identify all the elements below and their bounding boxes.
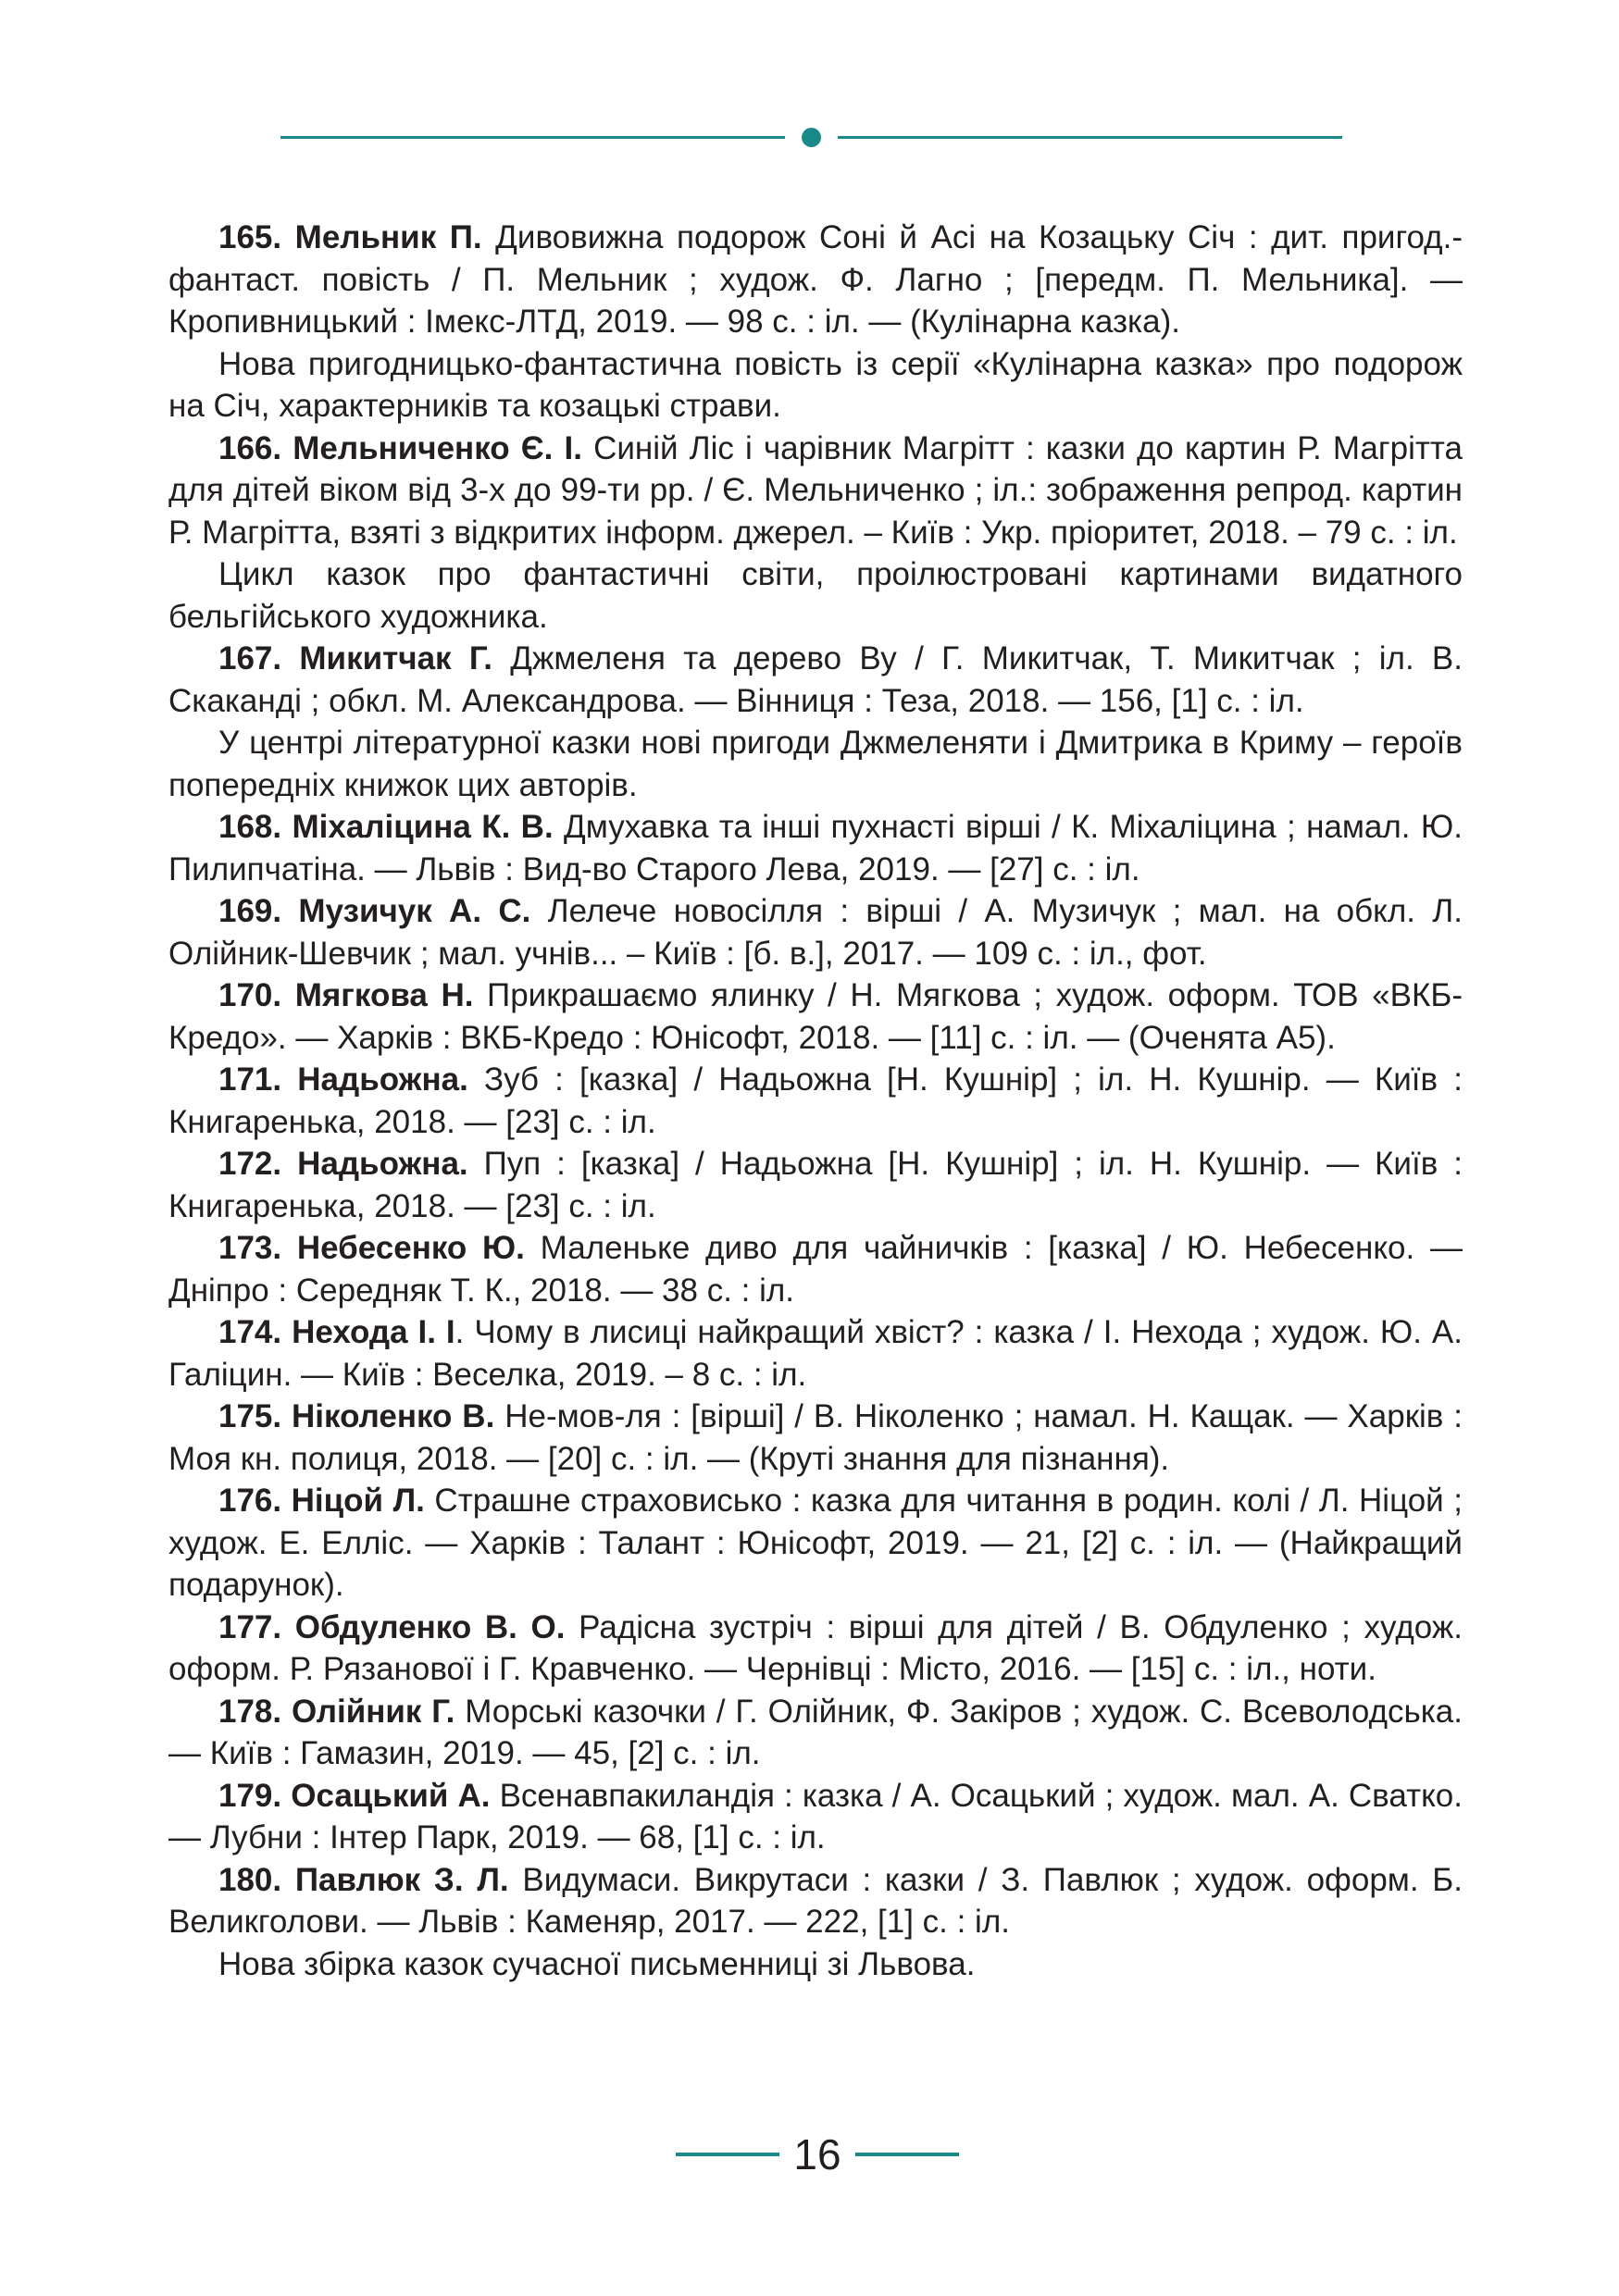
entry-number: 171. <box>218 1061 282 1098</box>
bibliography-entry <box>168 1227 1463 1311</box>
bibliography-list <box>168 217 1463 1985</box>
entry-annotation: Нова пригодницько-фантастична повість із серії «Кулінарна казка» про подорож на Січ, характерників та козацькі страви. <box>168 345 1463 424</box>
bibliography-entry <box>168 1311 1463 1396</box>
ornament-line-right <box>838 136 1342 139</box>
entry-description: Синій Ліс і чарівник Магрітт : казки до картин Р. Магрітта для дітей віком від 3-х до 99-ти рр. / Є. Мельниченко ; іл.: зображення репрод. картин Р. Магрітта, взяті з відкритих інформ. джерел. – Київ : Укр. пріоритет, 2018. – 79 с. : іл. <box>168 429 1463 551</box>
entry-number: 166. <box>218 429 282 466</box>
entry-author: Микитчак Г. <box>299 640 493 676</box>
entry-author: Музичук А. С. <box>298 893 531 929</box>
bibliography-entry <box>168 1396 1463 1480</box>
entry-number: 174. <box>218 1314 282 1350</box>
entry-description: . Чому в лисиці найкращий хвіст? : казка / І. Нехода ; худож. Ю. А. Галіцин. — Київ : Веселка, 2019. – 8 с. : іл. <box>168 1314 1463 1393</box>
entry-description: Дмухавка та інші пухнасті вірші / К. Міхаліцина ; намал. Ю. Пилипчатіна. — Львів : Вид-во Старого Лева, 2019. — [27] с. : іл. <box>168 809 1463 887</box>
entry-annotation: У центрі літературної казки нові пригоди Джмеленяти і Дмитрика в Криму – героїв попередніх книжок цих авторів. <box>168 725 1463 803</box>
entry-author: Ніцой Л. <box>291 1483 425 1519</box>
entry-description: Не-мов-ля : [вірші] / В. Ніколенко ; намал. Н. Кащак. — Харків : Моя кн. полиця, 2018. — [20] с. : іл. — (Круті знання для пізнання). <box>168 1398 1463 1477</box>
ornament-dot <box>802 128 821 147</box>
entry-description: Морські казочки / Г. Олійник, Ф. Закіров ; худож. С. Всеволодська. — Київ : Гамазин, 2019. — 45, [2] с. : іл. <box>168 1693 1463 1771</box>
entry-author: Міхаліцина К. В. <box>292 809 554 845</box>
entry-number: 168. <box>218 809 282 845</box>
entry-number: 175. <box>218 1398 282 1434</box>
entry-author: Нехода І. І <box>292 1314 455 1350</box>
top-ornament <box>280 126 1342 148</box>
bibliography-entry <box>168 1859 1463 1943</box>
bibliography-entry <box>168 1059 1463 1143</box>
bibliography-entry <box>168 890 1463 974</box>
bibliography-entry <box>168 806 1463 890</box>
entry-author: Олійник Г. <box>291 1693 455 1730</box>
entry-description: Маленьке диво для чайничків : [казка] / Ю. Небесенко. — Дніпро : Середняк Т. К., 2018. — 38 с. : іл. <box>168 1230 1463 1309</box>
page-footer <box>0 2127 1619 2182</box>
entry-author: Мягкова Н. <box>294 977 474 1013</box>
entry-annotation: Нова збірка казок сучасної письменниці зі Львова. <box>218 1945 976 1982</box>
entry-author: Мельник П. <box>294 219 482 255</box>
entry-number: 178. <box>218 1693 282 1730</box>
entry-author: Мельниченко Є. І. <box>293 429 582 466</box>
bibliography-entry <box>168 1691 1463 1775</box>
bibliography-entry <box>168 1607 1463 1691</box>
entry-description: Всенавпакиландія : казка / А. Осацький ; худож. мал. А. Сватко. — Лубни : Інтер Парк, 2019. — 68, [1] с. : іл. <box>168 1777 1463 1855</box>
entry-number: 180. <box>218 1861 282 1898</box>
entry-number: 172. <box>218 1146 282 1182</box>
entry-author: Надьожна. <box>297 1061 468 1098</box>
entry-description: Страшне страховисько : казка для читання в родин. колі / Л. Ніцой ; худож. Е. Елліс. — Харків : Талант : Юнісофт, 2019. — 21, [2] с. : іл. — (Найкращий подарунок). <box>168 1483 1463 1603</box>
bibliography-entry <box>168 638 1463 722</box>
bibliography-entry <box>168 428 1463 554</box>
entry-description: Джмеленя та дерево Ву / Г. Микитчак, Т. Микитчак ; іл. В. Скаканді ; обкл. М. Александрова. — Вінниця : Теза, 2018. — 156, [1] с. : іл. <box>168 640 1463 719</box>
entry-author: Обдуленко В. О. <box>294 1608 566 1645</box>
bibliography-entry <box>168 1480 1463 1607</box>
entry-number: 173. <box>218 1230 282 1266</box>
entry-author: Надьожна. <box>297 1146 468 1182</box>
entry-description: Пуп : [казка] / Надьожна [Н. Кушнір] ; іл. Н. Кушнір. — Київ : Книгаренька, 2018. — [23] с. : іл. <box>168 1146 1463 1224</box>
entry-description: Лелече новосілля : вірші / А. Музичук ; мал. на обкл. Л. Олійник-Шевчик ; мал. учнів... – Київ : [б. в.], 2017. — 109 с. : іл., фот. <box>168 893 1463 972</box>
entry-number: 179. <box>218 1777 282 1814</box>
bibliography-entry <box>168 974 1463 1059</box>
entry-description: Прикрашаємо ялинку / Н. Мягкова ; худож. оформ. ТОВ «ВКБ-Кредо». — Харків : ВКБ-Кредо : Юнісофт, 2018. — [11] с. : іл. — (Оченята А5). <box>168 977 1463 1056</box>
entry-author: Павлюк З. Л. <box>294 1861 509 1898</box>
entry-number: 170. <box>218 977 282 1013</box>
page-number: 16 <box>793 2130 841 2178</box>
entry-annotation: Цикл казок про фантастичні світи, проілюстровані картинами видатного бельгійського художника. <box>168 556 1463 635</box>
entry-description: Дивовижна подорож Соні й Асі на Козацьку Січ : дит. пригод.-фантаст. повість / П. Мельник ; худож. Ф. Лагно ; [передм. П. Мельника]. — Кропивницький : Імекс-ЛТД, 2019. — 98 с. : іл. — (Кулінарна казка). <box>168 219 1463 340</box>
entry-description: Радісна зустріч : вірші для дітей / В. Обдуленко ; худож. оформ. Р. Рязанової і Г. Кравченко. — Чернівці : Місто, 2016. — [15] с. : іл., ноти. <box>168 1608 1463 1687</box>
ornament-line-left <box>280 136 785 139</box>
entry-author: Небесенко Ю. <box>296 1230 525 1266</box>
entry-description: Зуб : [казка] / Надьожна [Н. Кушнір] ; іл. Н. Кушнір. — Київ : Книгаренька, 2018. — [23] с. : іл. <box>168 1061 1463 1140</box>
entry-author: Ніколенко В. <box>292 1398 495 1434</box>
bibliography-entry <box>168 217 1463 343</box>
footer-line-left <box>676 2153 779 2156</box>
entry-number: 165. <box>218 219 282 255</box>
bibliography-entry <box>168 1143 1463 1227</box>
footer-line-right <box>855 2153 959 2156</box>
entry-description: Видумаси. Викрутаси : казки / З. Павлюк ; худож. оформ. Б. Великголови. — Львів : Каменяр, 2017. — 222, [1] с. : іл. <box>168 1861 1463 1940</box>
entry-number: 167. <box>218 640 282 676</box>
bibliography-entry <box>168 1775 1463 1859</box>
entry-number: 169. <box>218 893 282 929</box>
entry-number: 176. <box>218 1483 282 1519</box>
entry-author: Осацький А. <box>291 1777 491 1814</box>
entry-number: 177. <box>218 1608 282 1645</box>
